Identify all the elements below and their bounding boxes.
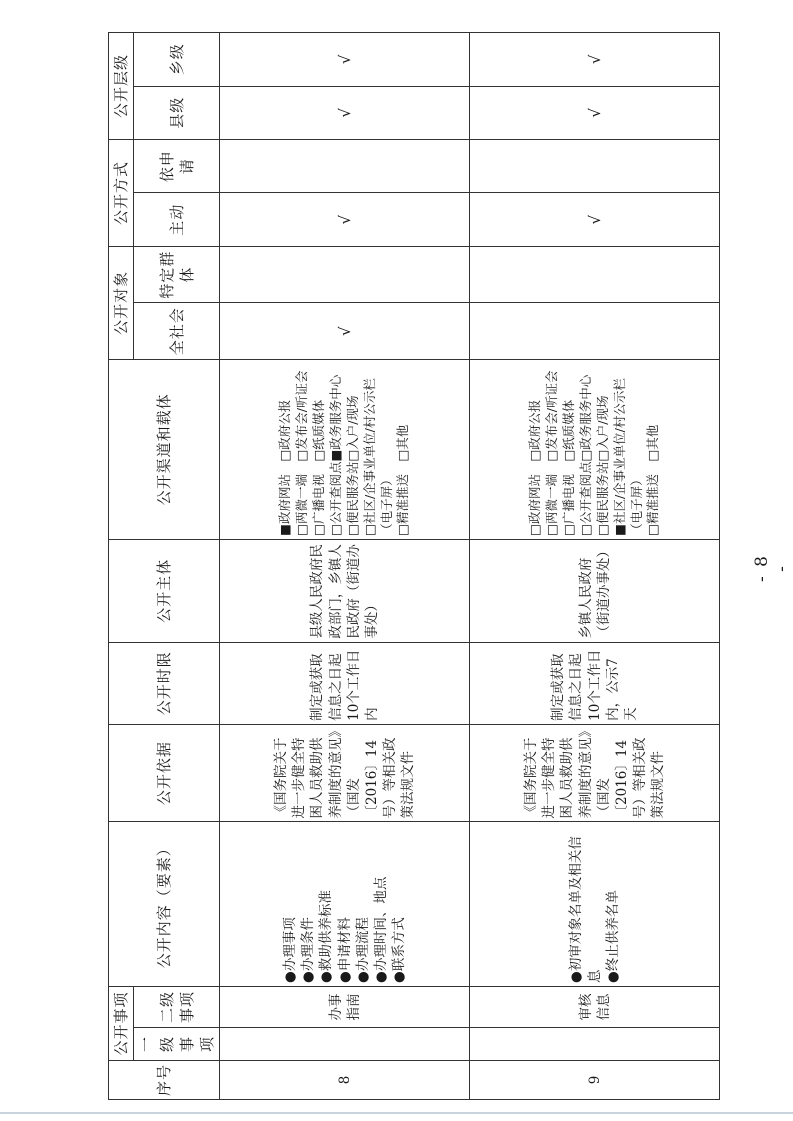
cell-target-specific [470, 246, 720, 303]
cell-lvl2: 办事指南 [220, 986, 470, 1027]
header-lvl1: 一级事项 [134, 1028, 220, 1061]
cell-lvl2: 审核信息 [470, 986, 720, 1027]
cell-mode-request [220, 140, 470, 193]
cell-target-specific [220, 246, 470, 303]
header-level-group: 公开层级 [109, 33, 134, 140]
cell-lvl1 [470, 1028, 720, 1061]
cell-seq: 8 [220, 1060, 470, 1099]
header-basis: 公开依据 [109, 724, 220, 822]
header-item-group: 公开事项 [109, 986, 134, 1060]
cell-lvl1 [220, 1028, 470, 1061]
table-row [470, 33, 720, 1100]
cell-subject: 县级人民政府民政部门，乡镇人民政府（街道办事处） [220, 539, 470, 642]
header-level-township: 乡级 [134, 33, 220, 87]
cell-seq: 9 [470, 1060, 720, 1099]
cell-basis: 《国务院关于进一步健全特困人员救助供养制度的意见》（国发〔2016〕14号）等相关政策法规文件 [220, 724, 470, 822]
header-target-group: 公开对象 [109, 246, 134, 359]
cell-level-county: √ [220, 86, 470, 139]
page-bottom-divider [0, 1112, 793, 1114]
header-row-1 [109, 33, 134, 1100]
cell-content: ●初审对象名单及相关信息 ●终止供养名单 [470, 822, 720, 986]
header-time-limit: 公开时限 [109, 642, 220, 724]
header-target-specific: 特定群体 [134, 246, 220, 303]
header-content: 公开内容（要素） [109, 822, 220, 986]
cell-time-limit: 制定或获取信息之日起10个工作日内 [220, 642, 470, 724]
cell-time-limit: 制定或获取信息之日起10个工作日内，公示7天 [470, 642, 720, 724]
cell-channel: □政府网站 □政府公报 □两微一端 □发布会/听证会 □广播电视 □纸质媒体 □公开查阅点□政务服务中心 □便民服务站□入户/现场 ■社区/企事业单位/村公示栏（电子屏） □精准推送 □其他 [470, 359, 720, 539]
disclosure-table-rotated [108, 32, 696, 1100]
cell-target-all: √ [220, 303, 470, 360]
page-number: - 8 - [752, 554, 792, 582]
header-subject: 公开主体 [109, 539, 220, 642]
table-row [220, 33, 470, 1100]
header-seq: 序号 [109, 1060, 220, 1099]
cell-mode-request [470, 140, 720, 193]
header-target-all: 全社会 [134, 303, 220, 360]
cell-level-county: √ [470, 86, 720, 139]
header-level-county: 县级 [134, 86, 220, 139]
cell-mode-active: √ [220, 193, 470, 246]
cell-subject: 乡镇人民政府（街道办事处） [470, 539, 720, 642]
header-lvl2: 二级事项 [134, 986, 220, 1027]
cell-level-township: √ [220, 33, 470, 87]
header-mode-active: 主动 [134, 193, 220, 246]
cell-basis: 《国务院关于进一步健全特困人员救助供养制度的意见》（国发〔2016〕14号）等相关政策法规文件 [470, 724, 720, 822]
cell-content: ●办理事项 ●办理条件 ●救助供养标准 ●申请材料 ●办理流程 ●办理时间、地点 ●联系方式 [220, 822, 470, 986]
header-mode-request: 依申请 [134, 140, 220, 193]
cell-channel: ■政府网站 □政府公报 □两微一端 □发布会/听证会 □广播电视 □纸质媒体 □公开查阅点■政务服务中心 □便民服务站□入户/现场 □社区/企事业单位/村公示栏（电子屏） □精准推送 □其他 [220, 359, 470, 539]
cell-level-township: √ [470, 33, 720, 87]
cell-mode-active: √ [470, 193, 720, 246]
disclosure-table [108, 32, 720, 1100]
header-channel: 公开渠道和载体 [109, 359, 220, 539]
cell-target-all [470, 303, 720, 360]
header-mode-group: 公开方式 [109, 140, 134, 247]
